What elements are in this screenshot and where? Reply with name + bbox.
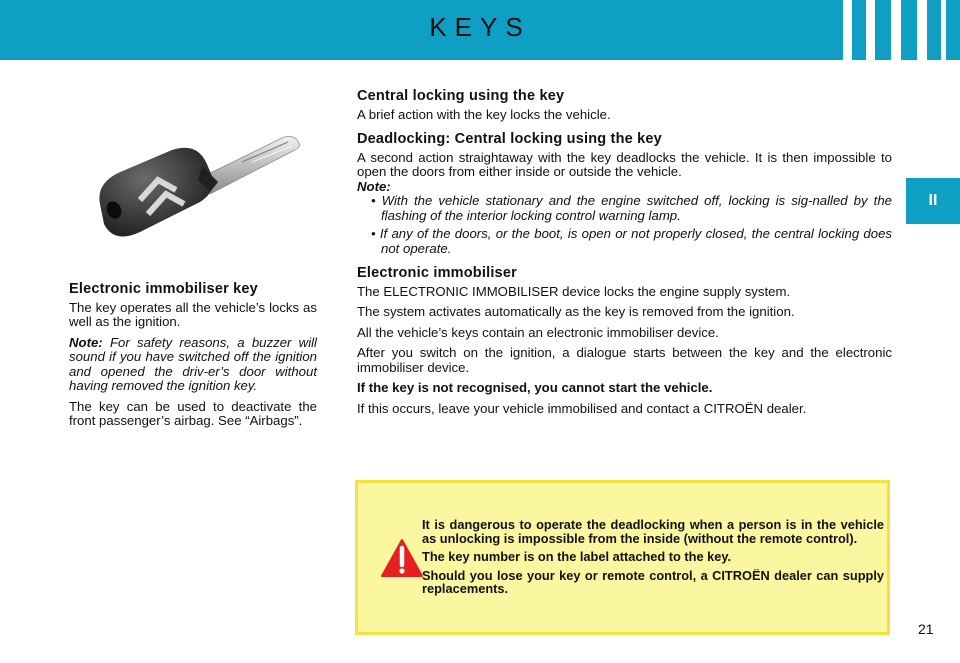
- header-stripe: [866, 0, 875, 60]
- immobiliser-text: The ELECTRONIC IMMOBILISER device locks the engine supply system.: [357, 283, 791, 299]
- note-text: For safety reasons, a buzzer will sound if you have switched off the ignition and opened the driv-er’s door without having removed the ignition key.: [69, 334, 317, 393]
- page-number: 21: [918, 621, 934, 637]
- warning-text: [422, 518, 884, 601]
- key-not-recognised-text: If the key is not recognised, you cannot start the vehicle.: [357, 380, 713, 395]
- note-bullet: • If any of the doors, or the boot, is open or not properly closed, the central locking does not operate.: [371, 226, 892, 256]
- key-operates-text: The key operates all the vehicle’s locks as well as the ignition.: [69, 299, 317, 329]
- key-image: [92, 128, 307, 248]
- page-header: [0, 0, 960, 60]
- header-stripe: [891, 0, 901, 60]
- right-column: [357, 89, 892, 422]
- immobiliser-text: After you switch on the ignition, a dialogue starts between the key and the electronic immobiliser device.: [357, 345, 892, 375]
- warning-line: Should you lose your key or remote control, a CITROËN dealer can supply replacements.: [422, 567, 884, 596]
- header-stripe: [843, 0, 852, 60]
- warning-line: The key number is on the label attached to the key.: [422, 549, 732, 564]
- immobiliser-key-heading: Electronic immobiliser key: [69, 281, 258, 297]
- note-bullets: [357, 194, 892, 256]
- note-bullet: • With the vehicle stationary and the engine switched off, locking is sig-nalled by the flashing of the interior locking control warning lamp.: [371, 193, 892, 223]
- note-label: Note:: [69, 334, 103, 350]
- warning-line: It is dangerous to operate the deadlocking when a person is in the vehicle as unlocking is impossible from the inside (without the remote control).: [422, 517, 884, 546]
- warning-triangle-icon: [380, 538, 424, 578]
- deadlocking-heading: Deadlocking: Central locking using the key: [357, 131, 662, 147]
- header-stripe: [917, 0, 927, 60]
- central-locking-text: A brief action with the key locks the vehicle.: [357, 106, 611, 122]
- buzzer-note: [69, 336, 317, 394]
- left-column: [69, 282, 317, 435]
- airbag-text: The key can be used to deactivate the front passenger’s airbag. See “Airbags”.: [69, 398, 317, 428]
- warning-box: [355, 480, 890, 635]
- header-stripe: [941, 0, 946, 60]
- contact-dealer-text: If this occurs, leave your vehicle immobilised and contact a CITROËN dealer.: [357, 400, 807, 416]
- central-locking-heading: Central locking using the key: [357, 88, 565, 104]
- immobiliser-text: The system activates automatically as the key is removed from the ignition.: [357, 304, 795, 319]
- immobiliser-text: All the vehicle’s keys contain an electronic immobiliser device.: [357, 324, 719, 340]
- immobiliser-heading: Electronic immobiliser: [357, 265, 517, 281]
- deadlocking-text: A second action straightaway with the key deadlocks the vehicle. It is then impossible to open the doors from either inside or outside the vehicle.: [357, 149, 892, 179]
- section-tab: II: [906, 178, 960, 224]
- page-title: KEYS: [429, 12, 531, 42]
- deadlock-note-label: Note:: [357, 178, 391, 194]
